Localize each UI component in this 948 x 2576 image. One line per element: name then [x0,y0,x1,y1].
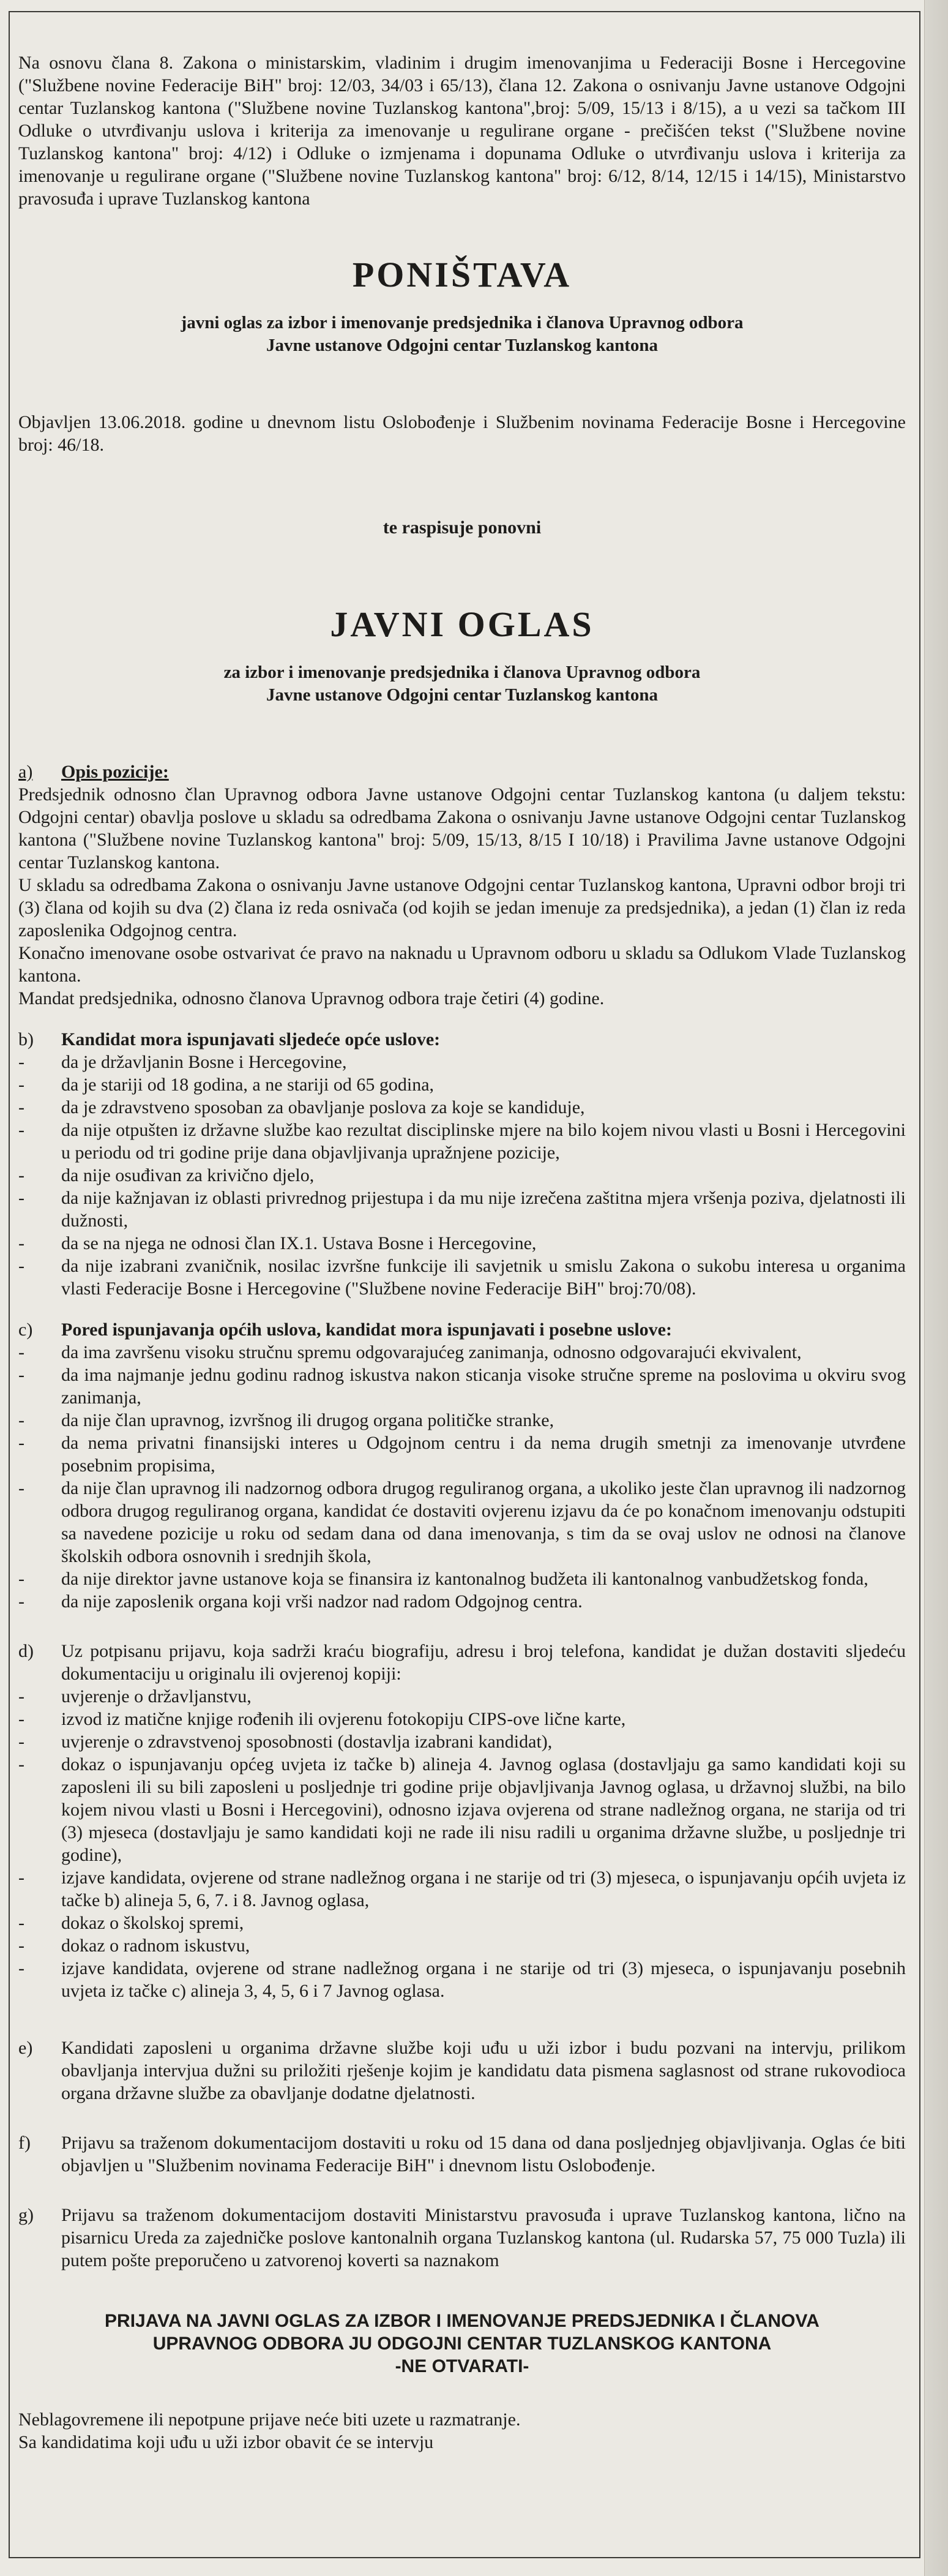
section-label: d) [18,1641,34,1661]
envelope-marking [18,2310,906,2378]
list-item: - izvod iz matične knjige rođenih ili ovjerenu fotokopiju CIPS-ove lične karte, [18,1709,626,1729]
notice-content [18,12,906,2454]
list-item: - da ima najmanje jednu godinu radnog iskustva nakon sticanja visoke stručne spreme na poslovima u okviru svog zanimanja, [18,1365,906,1408]
section-label: a) [18,762,33,782]
section-deadline [18,2131,906,2177]
section-header [18,760,906,783]
section-paragraph: Predsjednik odnosno član Upravnog odbora Javne ustanove Odgojni centar Tuzlanskog kantona (u daljem tekstu: Odgojni centar) obavlja poslove u skladu sa odredbama Zakona o osnivanju Javne ustanove Odgojni centar Tuzlanskog kantona ("Službene novine Tuzlanskog kantona" broj: 5/09, 15/13, 8/15 I 10/18) i Pravilima Javne ustanove Odgojni centar Tuzlanskog kantona. [18,784,906,873]
section-documentation [18,1640,906,2002]
public-notice-subtitle-line: za izbor i imenovanje predsjednika i članova Upravnog odbora [223,663,701,682]
section-general-conditions [18,1028,906,1300]
list-item: - da nije član upravnog ili nadzornog odbora drugog reguliranog organa, a ukoliko jeste član upravnog ili nadzornog odbora drugog reguliranog organa, kandidat će dostaviti ovjerenu izjavu da će po konačnom imenovanju odstupiti sa navedene pozicije u roku od sedam dana od dana imenovanja, s tim da se ovaj uslov ne odnosi na članove školskih odbora osnovnih i srednjih škola, [18,1478,906,1566]
section-special-conditions [18,1318,906,1613]
list-item: - da je stariji od 18 godina, a ne stariji od 65 godina, [18,1075,435,1095]
section-paragraph: Mandat predsjednika, odnosno članova Upravnog odbora traje četiri (4) godine. [18,988,605,1008]
list-item: - uvjerenje o državljanstvu, [18,1686,252,1707]
final-notes [18,2408,906,2454]
final-note: Sa kandidatima koji uđu u uži izbor obavit će se intervju [18,2432,434,2452]
annulment-subtitle-line: Javne ustanove Odgojni centar Tuzlanskog kantona [266,336,659,355]
list-item: - izjave kandidata, ovjerene od strane nadležnog organa i ne starije od tri (3) mjeseca, o ispunjavanju posebnih uvjeta iz tačke c) alineja 3, 4, 5, 6 i 7 Javnog oglasa. [18,1958,906,2001]
public-notice-subtitle-line: Javne ustanove Odgojni centar Tuzlanskog kantona [266,685,659,705]
section-position-description [18,760,906,1010]
list-item: - da je zdravstveno sposoban za obavljanje poslova za koje se kandiduje, [18,1097,585,1117]
public-notice-heading: JAVNI OGLAS [330,604,594,644]
section-label: e) [18,2038,33,2058]
section-header [18,1640,906,1685]
general-conditions-list [18,1051,906,1300]
public-notice-subtitle [18,661,906,707]
list-item: - dokaz o radnom iskustvu, [18,1936,250,1956]
section-text: Kandidati zaposleni u organima državne službe koji uđu u uži izbor i budu pozvani na intervju, prilikom obavljanja intervjua dužni su priložiti rješenje kojim je kandidatu data pismena saglasnost od strane rukovodioca organa državne službe za obavljanje dodatne djelatnosti. [61,2038,906,2103]
notice-frame [9,11,920,2558]
section-submission [18,2204,906,2272]
section-employed-candidates [18,2037,906,2105]
final-note: Neblagovremene ili nepotpune prijave neće biti uzete u razmatranje. [18,2409,521,2430]
adjacent-column-edge [924,0,948,2576]
list-item: - da nije zaposlenik organa koji vrši nadzor nad radom Odgojnog centra. [18,1591,583,1612]
list-item: - da se na njega ne odnosi član IX.1. Ustava Bosne i Hercegovine, [18,1233,537,1253]
special-conditions-list [18,1341,906,1613]
list-item: - da nije kažnjavan iz oblasti privrednog prijestupa i da mu nije izrečena zaštitna mjera vršenja poziva, djelatnosti ili dužnosti, [18,1188,906,1231]
section-label: f) [18,2133,31,2153]
list-item: - dokaz o školskoj spremi, [18,1913,244,1933]
section-paragraph: U skladu sa odredbama Zakona o osnivanju Javne ustanove Odgojni centar Tuzlanskog kantona, Upravni odbor broji tri (3) člana od kojih su dva (2) člana iz reda osnivača (od kojih se jedan imenuje za predsjednika), a jedan (1) član iz reda zaposlenika Odgojnog centra. [18,875,906,941]
list-item: - da nije član upravnog, izvršnog ili drugog organa političke stranke, [18,1410,554,1430]
publication-note: Objavljen 13.06.2018. godine u dnevnom listu Oslobođenje i Službenim novinama Federacije Bosne i Hercegovine broj: 46/18. [18,412,906,455]
list-item: - da nije direktor javne ustanove koja se finansira iz kantonalnog budžeta ili kantonalnog vanbudžetskog fonda, [18,1569,868,1589]
list-item: - da je državljanin Bosne i Hercegovine, [18,1052,347,1072]
section-header [18,1318,906,1341]
list-item: - uvjerenje o zdravstvenoj sposobnosti (dostavlja izabrani kandidat), [18,1732,553,1752]
annulment-subtitle [18,312,906,357]
annulment-heading: PONIŠTAVA [352,255,572,295]
section-title: Opis pozicije: [61,762,169,782]
section-label: c) [18,1320,33,1340]
documentation-list [18,1685,906,2002]
section-title: Kandidat mora ispunjavati sljedeće opće uslove: [61,1029,441,1050]
envelope-marking-line: PRIJAVA NA JAVNI OGLAS ZA IZBOR I IMENOVANJE PREDSJEDNIKA I ČLANOVA [105,2311,819,2331]
list-item: - dokaz o ispunjavanju općeg uvjeta iz tačke b) alineja 4. Javnog oglasa (dostavljaju ga samo kandidati koji su zaposleni ili su bili zaposleni u posljednje tri godine prije objavljivanja Javnog oglasa, u državnoj službi, na bilo kojem nivou vlasti u Bosni i Hercegovini), odnosno izjava ovjerena od strane nadležnog organa, ne starija od tri (3) mjeseca (dostavljaju je samo kandidati koji ne rade ili nisu radili u organima državne službe, u posljednje tri godine), [18,1754,906,1865]
legal-basis-paragraph: Na osnovu člana 8. Zakona o ministarskim, vladinim i drugim imenovanjima u Federaciji Bosne i Hercegovine ("Službene novine Federacije BiH" broj: 12/03, 34/03 i 65/13), člana 12. Zakona o osnivanju Javne ustanove Odgojni centar Tuzlanskog kantona ("Službene novine Tuzlanskog kantona",broj: 5/09, 15/13 i 8/15), a u vezi sa tačkom III Odluke o utvrđivanju uslova i kriterija za imenovanje u regulirane organe - prečišćen tekst ("Službene novine Tuzlanskog kantona" broj: 4/12) i Odluke o izmjenama i dopunama Odluke o utvrđivanju uslova i kriterija za imenovanje u regulirane organe ("Službene novine Tuzlanskog kantona" broj: 6/12, 8/14, 12/15 i 14/15), Ministarstvo pravosuđa i uprave Tuzlanskog kantona [18,53,906,209]
section-label: b) [18,1029,34,1050]
list-item: - da nije otpušten iz državne službe kao rezultat disciplinske mjere na bilo kojem nivou vlasti u Bosni i Hercegovini u periodu od tri godine prije dana objavljivanja upražnjene pozicije, [18,1120,906,1163]
reannouncement-line: te raspisuje ponovni [383,517,542,538]
section-label: g) [18,2205,34,2225]
list-item: - da nije osuđivan za krivično djelo, [18,1165,315,1185]
section-text: Prijavu sa traženom dokumentacijom dostaviti u roku od 15 dana od dana posljednjeg objavljivanja. Oglas će biti objavljen u "Službenim novinama Federacije BiH" i dnevnom listu Oslobođenje. [61,2133,906,2176]
section-header [18,1028,906,1051]
section-title: Pored ispunjavanja općih uslova, kandidat mora ispunjavati i posebne uslove: [61,1320,672,1340]
list-item: - da nema privatni finansijski interes u Odgojnom centru i da nema drugih smetnji za imenovanje utvrđene posebnim propisima, [18,1433,906,1476]
list-item: - izjave kandidata, ovjerene od strane nadležnog organa i ne starije od tri (3) mjeseca, o ispunjavanju općih uvjeta iz tačke b) alineja 5, 6, 7. i 8. Javnog oglasa, [18,1868,906,1910]
envelope-marking-line: UPRAVNOG ODBORA JU ODGOJNI CENTAR TUZLANSKOG KANTONA [152,2334,772,2354]
list-item: - da nije izabrani zvaničnik, nosilac izvršne funkcije ili savjetnik u smislu Zakona o sukobu interesa u organima vlasti Federacije Bosne i Hercegovine ("Službene novine Federacije BiH" broj:70/08). [18,1256,906,1299]
list-item: - da ima završenu visoku stručnu spremu odgovarajućeg zanimanja, odnosno odgovarajući ekvivalent, [18,1342,802,1362]
section-text: Prijavu sa traženom dokumentacijom dostaviti Ministarstvu pravosuđa i uprave Tuzlanskog kantona, lično na pisarnicu Ureda za zajedničke poslove kantonalnih organa Tuzlanskog kantona (ul. Rudarska 57, 75 000 Tuzla) ili putem pošte preporučeno u zatvorenoj koverti sa naznakom [61,2205,906,2270]
section-intro: Uz potpisanu prijavu, koja sadrži kraću biografiju, adresu i broj telefona, kandidat je dužan dostaviti sljedeću dokumentaciju u originalu ili ovjerenoj kopiji: [61,1641,906,1684]
envelope-marking-line: -NE OTVARATI- [395,2356,529,2376]
annulment-subtitle-line: javni oglas za izbor i imenovanje predsjednika i članova Upravnog odbora [181,313,744,332]
section-paragraph: Konačno imenovane osobe ostvarivat će pravo na naknadu u Upravnom odboru u skladu sa Odlukom Vlade Tuzlanskog kantona. [18,943,906,986]
